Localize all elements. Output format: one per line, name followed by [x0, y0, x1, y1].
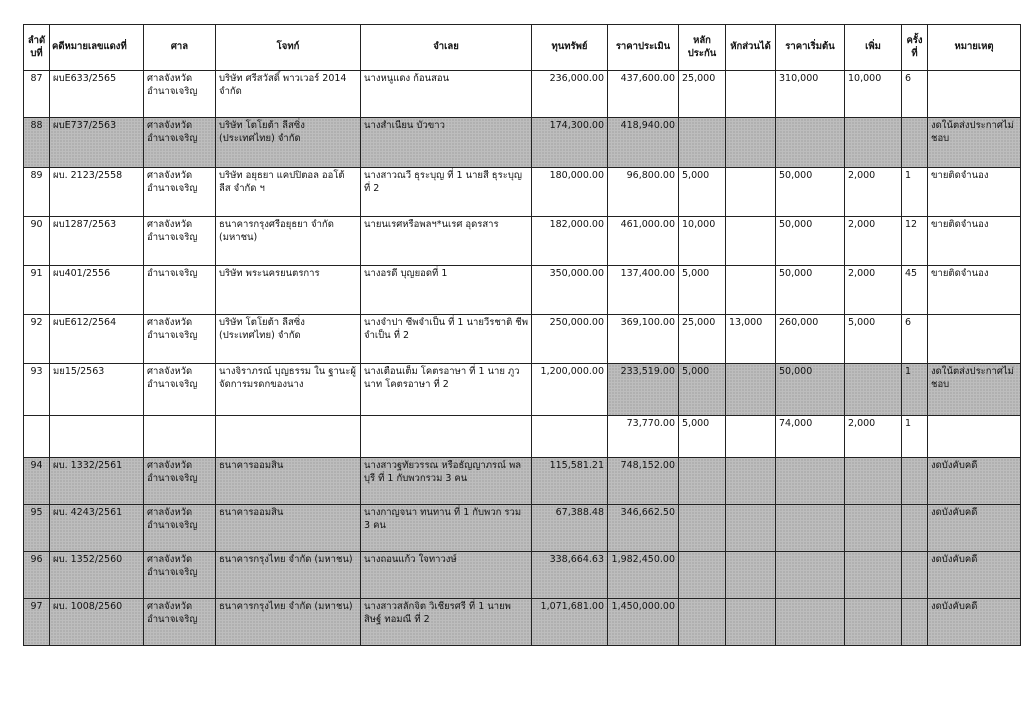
- cell-defendant: นางหนูแดง ก้อนสอน: [361, 71, 532, 118]
- cell-starting-price: 50,000: [776, 266, 845, 315]
- cell-times: 45: [902, 266, 928, 315]
- cell-deduction: [726, 118, 776, 168]
- cell-starting-price: 310,000: [776, 71, 845, 118]
- cell-starting-price: 74,000: [776, 416, 845, 458]
- cell-plaintiff: บริษัท โตโยต้า ลีสซิ่ง (ประเทศไทย) จำกัด: [216, 315, 361, 364]
- cell-case-number: ผบ1287/2563: [50, 217, 144, 266]
- cell-remark: งดบังคับคดี: [928, 599, 1021, 646]
- cell-case-number: ผบE612/2564: [50, 315, 144, 364]
- cell-capital: 236,000.00: [532, 71, 608, 118]
- cell-case-number: [50, 416, 144, 458]
- cell-remark: [928, 71, 1021, 118]
- cell-deposit: 5,000: [679, 364, 726, 416]
- cell-row-number: 90: [24, 217, 50, 266]
- cell-deduction: [726, 416, 776, 458]
- cell-defendant: นางเตือนเต็ม โคตรอาษา ที่ 1 นาย ภูวนาท โคตรอาษา ที่ 2: [361, 364, 532, 416]
- cell-remark: ขายติดจำนอง: [928, 217, 1021, 266]
- cell-remark: ขายติดจำนอง: [928, 266, 1021, 315]
- header-deduction: หักส่วนได้: [726, 25, 776, 71]
- cell-capital: [532, 416, 608, 458]
- cell-row-number: 89: [24, 168, 50, 217]
- cell-increment: 10,000: [845, 71, 902, 118]
- cell-plaintiff: ธนาคารกรุงไทย จำกัด (มหาชน): [216, 599, 361, 646]
- cell-court: ศาลจังหวัด อำนาจเจริญ: [144, 168, 216, 217]
- cell-deposit: [679, 505, 726, 552]
- cell-defendant: นางถอนแก้ว ใจทาวงษ์: [361, 552, 532, 599]
- cell-deduction: [726, 266, 776, 315]
- table-row: [24, 416, 1021, 458]
- cell-deposit: 5,000: [679, 416, 726, 458]
- cell-deduction: [726, 168, 776, 217]
- cell-deduction: [726, 599, 776, 646]
- cell-deposit: [679, 552, 726, 599]
- cell-remark: งดบังคับคดี: [928, 552, 1021, 599]
- header-capital: ทุนทรัพย์: [532, 25, 608, 71]
- cell-appraisal-price: 437,600.00: [608, 71, 679, 118]
- table-row: [24, 458, 1021, 505]
- cell-defendant: นางสาวณวี ธุระบุญ ที่ 1 นายสี ธุระบุญ ที่ 2: [361, 168, 532, 217]
- cell-times: [902, 458, 928, 505]
- cell-case-number: มย15/2563: [50, 364, 144, 416]
- cell-increment: [845, 552, 902, 599]
- cell-starting-price: [776, 552, 845, 599]
- cell-appraisal-price: 461,000.00: [608, 217, 679, 266]
- cell-deposit: [679, 458, 726, 505]
- cell-court: ศาลจังหวัด อำนาจเจริญ: [144, 71, 216, 118]
- cell-deduction: [726, 505, 776, 552]
- cell-increment: 2,000: [845, 217, 902, 266]
- cell-row-number: 96: [24, 552, 50, 599]
- cell-times: 1: [902, 416, 928, 458]
- table-row: [24, 552, 1021, 599]
- cell-court: ศาลจังหวัด อำนาจเจริญ: [144, 118, 216, 168]
- cell-plaintiff: [216, 416, 361, 458]
- cell-case-number: ผบ. 4243/2561: [50, 505, 144, 552]
- cell-plaintiff: บริษัท อยุธยา แคปปิตอล ออโต้ ลีส จำกัด ฯ: [216, 168, 361, 217]
- table-row: [24, 364, 1021, 416]
- cell-increment: [845, 458, 902, 505]
- cell-defendant: นางกาญจนา ทนทาน ที่ 1 กับพวก รวม 3 คน: [361, 505, 532, 552]
- cell-deduction: [726, 364, 776, 416]
- cell-plaintiff: ธนาคารออมสิน: [216, 458, 361, 505]
- table-row: [24, 315, 1021, 364]
- cell-starting-price: 50,000: [776, 364, 845, 416]
- cell-appraisal-price: 1,450,000.00: [608, 599, 679, 646]
- cell-capital: 67,388.48: [532, 505, 608, 552]
- cell-court: ศาลจังหวัด อำนาจเจริญ: [144, 505, 216, 552]
- cell-defendant: นางอรดี บุญยอดที่ 1: [361, 266, 532, 315]
- cell-plaintiff: ธนาคารออมสิน: [216, 505, 361, 552]
- header-remark: หมายเหตุ: [928, 25, 1021, 71]
- table-row: [24, 505, 1021, 552]
- header-starting-price: ราคาเริ่มต้น: [776, 25, 845, 71]
- cell-appraisal-price: 346,662.50: [608, 505, 679, 552]
- cell-defendant: [361, 416, 532, 458]
- cell-remark: งดใน้ตส่งประกาศไม่ชอบ: [928, 118, 1021, 168]
- cell-row-number: 92: [24, 315, 50, 364]
- table-row: [24, 266, 1021, 315]
- cell-times: [902, 599, 928, 646]
- cell-row-number: 94: [24, 458, 50, 505]
- cell-remark: [928, 416, 1021, 458]
- cell-times: [902, 505, 928, 552]
- cell-court: [144, 416, 216, 458]
- cell-plaintiff: ธนาคารกรุงไทย จำกัด (มหาชน): [216, 552, 361, 599]
- cell-starting-price: [776, 505, 845, 552]
- cell-defendant: นางสาวฐทัยวรรณ หรือธัญญาภรณ์ พลบุรี ที่ 1 กับพวกรวม 3 คน: [361, 458, 532, 505]
- header-no: ลำดับที่: [24, 25, 50, 71]
- cell-capital: 1,071,681.00: [532, 599, 608, 646]
- cell-deduction: [726, 71, 776, 118]
- cell-deposit: [679, 118, 726, 168]
- table-row: [24, 71, 1021, 118]
- cell-capital: 1,200,000.00: [532, 364, 608, 416]
- cell-times: 1: [902, 364, 928, 416]
- cell-times: 6: [902, 71, 928, 118]
- cell-row-number: 88: [24, 118, 50, 168]
- cell-appraisal-price: 369,100.00: [608, 315, 679, 364]
- cell-court: ศาลจังหวัด อำนาจเจริญ: [144, 599, 216, 646]
- cell-capital: 115,581.21: [532, 458, 608, 505]
- cell-defendant: นางสาวสลักจิต วิเชียรศรี ที่ 1 นายพสิษฐ์ ทอมณี ที่ 2: [361, 599, 532, 646]
- table-row: [24, 168, 1021, 217]
- cell-remark: งดบังคับคดี: [928, 458, 1021, 505]
- cell-defendant: นายนเรศหรือพลฯ*นเรศ อุดรสาร: [361, 217, 532, 266]
- header-deposit: หลักประกัน: [679, 25, 726, 71]
- cell-case-number: ผบ401/2556: [50, 266, 144, 315]
- cell-case-number: ผบ. 2123/2558: [50, 168, 144, 217]
- cell-deduction: [726, 552, 776, 599]
- cell-deposit: 25,000: [679, 315, 726, 364]
- cell-court: ศาลจังหวัด อำนาจเจริญ: [144, 458, 216, 505]
- cell-remark: งดใน้ตส่งประกาศไม่ชอบ: [928, 364, 1021, 416]
- cell-increment: 2,000: [845, 168, 902, 217]
- cell-row-number: 91: [24, 266, 50, 315]
- cell-row-number: 97: [24, 599, 50, 646]
- cell-times: 1: [902, 168, 928, 217]
- header-row: [24, 25, 1021, 71]
- cell-case-number: ผบE737/2563: [50, 118, 144, 168]
- cell-court: ศาลจังหวัด อำนาจเจริญ: [144, 217, 216, 266]
- cell-court: อำนาจเจริญ: [144, 266, 216, 315]
- cell-row-number: 95: [24, 505, 50, 552]
- cell-plaintiff: บริษัท พระนครยนตรการ: [216, 266, 361, 315]
- cell-capital: 350,000.00: [532, 266, 608, 315]
- cell-starting-price: [776, 458, 845, 505]
- cell-case-number: ผบ. 1332/2561: [50, 458, 144, 505]
- table-row: [24, 118, 1021, 168]
- cell-appraisal-price: 73,770.00: [608, 416, 679, 458]
- cell-starting-price: [776, 118, 845, 168]
- cell-row-number: 93: [24, 364, 50, 416]
- cell-increment: [845, 118, 902, 168]
- table-row: [24, 217, 1021, 266]
- cell-case-number: ผบ. 1008/2560: [50, 599, 144, 646]
- cell-deduction: 13,000: [726, 315, 776, 364]
- cell-appraisal-price: 137,400.00: [608, 266, 679, 315]
- cell-remark: งดบังคับคดี: [928, 505, 1021, 552]
- cell-appraisal-price: 1,982,450.00: [608, 552, 679, 599]
- cell-increment: 2,000: [845, 266, 902, 315]
- cell-defendant: นางสำเนียน บัวขาว: [361, 118, 532, 168]
- cell-starting-price: [776, 599, 845, 646]
- cell-deposit: 25,000: [679, 71, 726, 118]
- table-row: [24, 599, 1021, 646]
- cell-case-number: ผบ. 1352/2560: [50, 552, 144, 599]
- cell-deposit: 5,000: [679, 266, 726, 315]
- header-increment: เพิ่ม: [845, 25, 902, 71]
- cell-defendant: นางจำปา ซีพจำเป็น ที่ 1 นายวีรชาติ ชีพจำเป็น ที่ 2: [361, 315, 532, 364]
- cell-increment: 2,000: [845, 416, 902, 458]
- cell-plaintiff: บริษัท ศรีสวัสดิ์ พาวเวอร์ 2014 จำกัด: [216, 71, 361, 118]
- cell-capital: 174,300.00: [532, 118, 608, 168]
- cell-deposit: [679, 599, 726, 646]
- cell-capital: 338,664.63: [532, 552, 608, 599]
- cell-row-number: [24, 416, 50, 458]
- cell-increment: [845, 364, 902, 416]
- cell-times: [902, 118, 928, 168]
- cell-plaintiff: บริษัท โตโยต้า ลีสซิ่ง (ประเทศไทย) จำกัด: [216, 118, 361, 168]
- cell-plaintiff: ธนาคารกรุงศรีอยุธยา จำกัด (มหาชน): [216, 217, 361, 266]
- cell-deposit: 5,000: [679, 168, 726, 217]
- cell-plaintiff: นางจิราภรณ์ บุญธรรม ใน ฐานะผู้จัดการมรดกของนาง: [216, 364, 361, 416]
- cell-case-number: ผบE633/2565: [50, 71, 144, 118]
- cell-capital: 180,000.00: [532, 168, 608, 217]
- cell-starting-price: 50,000: [776, 168, 845, 217]
- cell-deduction: [726, 217, 776, 266]
- header-court: ศาล: [144, 25, 216, 71]
- cell-times: 6: [902, 315, 928, 364]
- header-times: ครั้งที่: [902, 25, 928, 71]
- cell-appraisal-price: 748,152.00: [608, 458, 679, 505]
- cell-appraisal-price: 96,800.00: [608, 168, 679, 217]
- cell-court: ศาลจังหวัด อำนาจเจริญ: [144, 315, 216, 364]
- cell-times: [902, 552, 928, 599]
- cell-increment: [845, 505, 902, 552]
- cell-remark: [928, 315, 1021, 364]
- cell-increment: 5,000: [845, 315, 902, 364]
- cell-remark: ขายติดจำนอง: [928, 168, 1021, 217]
- cell-court: ศาลจังหวัด อำนาจเจริญ: [144, 364, 216, 416]
- header-defendant: จำเลย: [361, 25, 532, 71]
- cell-deduction: [726, 458, 776, 505]
- cell-increment: [845, 599, 902, 646]
- cell-appraisal-price: 418,940.00: [608, 118, 679, 168]
- header-appraisal: ราคาประเมิน: [608, 25, 679, 71]
- cell-deposit: 10,000: [679, 217, 726, 266]
- header-plaintiff: โจทก์: [216, 25, 361, 71]
- auction-case-table: [23, 24, 1021, 646]
- cell-starting-price: 260,000: [776, 315, 845, 364]
- cell-capital: 182,000.00: [532, 217, 608, 266]
- cell-court: ศาลจังหวัด อำนาจเจริญ: [144, 552, 216, 599]
- cell-times: 12: [902, 217, 928, 266]
- cell-row-number: 87: [24, 71, 50, 118]
- cell-appraisal-price: 233,519.00: [608, 364, 679, 416]
- header-case-number: คดีหมายเลขแดงที่: [50, 25, 144, 71]
- cell-capital: 250,000.00: [532, 315, 608, 364]
- cell-starting-price: 50,000: [776, 217, 845, 266]
